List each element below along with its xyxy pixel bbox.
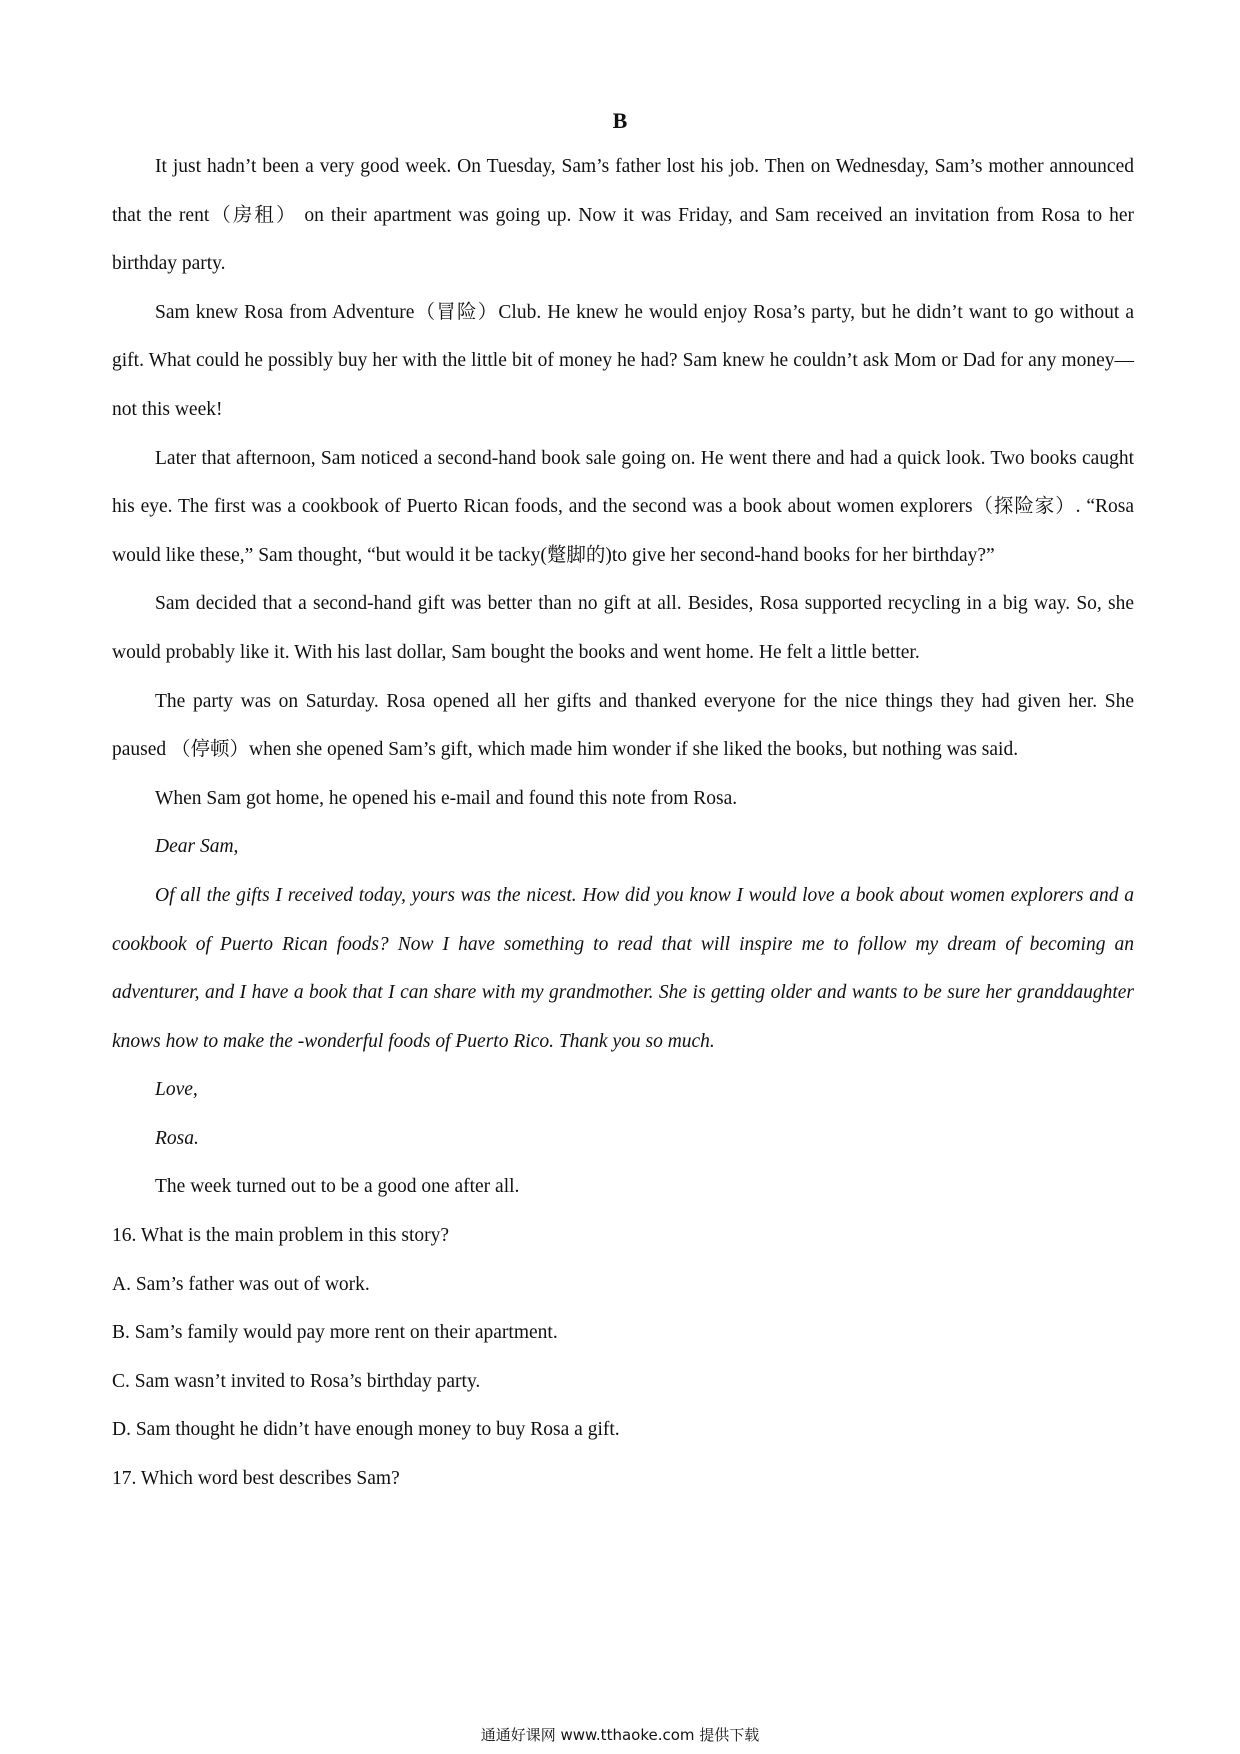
question-16-option-c: C. Sam wasn’t invited to Rosa’s birthday party. bbox=[112, 1370, 481, 1392]
paragraph-4: Sam decided that a second-hand gift was better than no gift at all. Besides, Rosa supported recycling in a big way. So, she would probably like it. With his last dollar, Sam bought the books and went home. He felt a little better. bbox=[112, 593, 1134, 663]
question-16-stem: 16. What is the main problem in this story? bbox=[112, 1225, 450, 1247]
letter-closing: Love, bbox=[155, 1079, 198, 1101]
letter-body: Of all the gifts I received today, yours was the nicest. How did you know I would love a book about women explorers and a cookbook of Puerto Rican foods? Now I have something to read that will inspire me to follow my dream of becoming an adventurer, and I have a book that I can share with my grandmother. She is getting older and wants to be sure her granddaughter knows how to make the -wonderful foods of Puerto Rico. Thank you so much. bbox=[112, 884, 1134, 1052]
question-17-stem: 17. Which word best describes Sam? bbox=[112, 1468, 400, 1490]
footer-watermark: 通通好课网 www.tthaoke.com 提供下载 bbox=[480, 1726, 760, 1744]
section-title: B bbox=[612, 108, 628, 133]
letter-signature: Rosa. bbox=[155, 1127, 199, 1149]
paragraph-conclusion: The week turned out to be a good one after all. bbox=[155, 1176, 520, 1198]
question-16-option-b: B. Sam’s family would pay more rent on their apartment. bbox=[112, 1322, 558, 1344]
paragraph-1: It just hadn’t been a very good week. On Tuesday, Sam’s father lost his job. Then on Wednesday, Sam’s mother announced that the rent（房租） on their apartment was going up. Now it was Friday, and Sam received an invitation from Rosa to her birthday party. bbox=[112, 156, 1134, 275]
reading-passage bbox=[112, 143, 1134, 1504]
paragraph-5: The party was on Saturday. Rosa opened all her gifts and thanked everyone for the nice things they had given her. She paused （停顿）when she opened Sam’s gift, which made him wonder if she liked the books, but nothing was said. bbox=[112, 690, 1134, 761]
paragraph-3: Later that afternoon, Sam noticed a second-hand book sale going on. He went there and had a quick look. Two books caught his eye. The first was a cookbook of Puerto Rican foods, and the second was a book about women explorers（探险家）. “Rosa would like these,” Sam thought, “but would it be tacky(蹩脚的)to give her second-hand books for her birthday?” bbox=[112, 447, 1134, 566]
question-16-option-d: D. Sam thought he didn’t have enough money to buy Rosa a gift. bbox=[112, 1419, 620, 1441]
letter-greeting: Dear Sam, bbox=[155, 836, 239, 858]
question-16-option-a: A. Sam’s father was out of work. bbox=[112, 1273, 370, 1295]
paragraph-6: When Sam got home, he opened his e-mail and found this note from Rosa. bbox=[155, 787, 738, 809]
paragraph-2: Sam knew Rosa from Adventure（冒险）Club. He knew he would enjoy Rosa’s party, but he didn’t want to go without a gift. What could he possibly buy her with the little bit of money he had? Sam knew he couldn’t ask Mom or Dad for any money—not this week! bbox=[112, 301, 1134, 420]
